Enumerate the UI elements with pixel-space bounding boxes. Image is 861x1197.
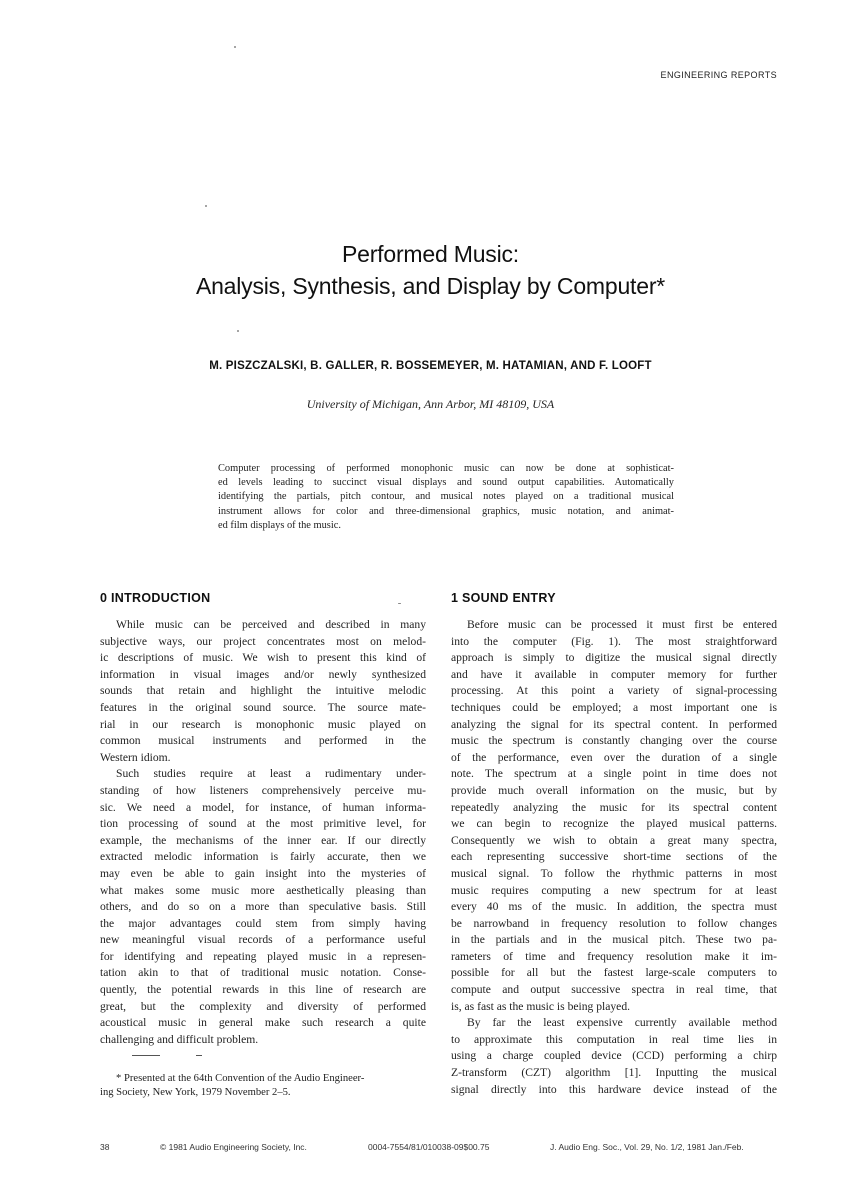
- body-line: features in the original sound source. The source mate-: [100, 700, 426, 714]
- body-line: and have it available in computer memory for further: [451, 667, 777, 681]
- scan-speck: [234, 46, 236, 48]
- section-body-sound-entry: [451, 617, 777, 1098]
- body-line: standing of how listeners comprehensively perceive mu-: [100, 783, 426, 797]
- body-line: tation akin to that of traditional music notation. Conse-: [100, 966, 426, 980]
- body-line: information in visual images and/or newly synthesized: [100, 667, 426, 681]
- paper-title: [0, 238, 861, 302]
- footnote-rule: [132, 1055, 160, 1056]
- body-line: common musical instruments and performed in the: [100, 734, 426, 748]
- affiliation: University of Michigan, Ann Arbor, MI 48109, USA: [306, 397, 555, 411]
- copyright-notice: © 1981 Audio Engineering Society, Inc.: [160, 1142, 307, 1152]
- section-heading-introduction: 0 INTRODUCTION: [100, 591, 211, 605]
- abstract-line: instrument allows for color and three-dimensional graphics, music notation, and animat-: [218, 505, 674, 517]
- body-line: each representing successive short-time sections of the: [451, 850, 777, 864]
- body-line: Consequently we wish to obtain a great many spectra,: [451, 833, 777, 847]
- body-line: others, and do so on a more than speculative basis. Still: [100, 900, 426, 914]
- body-line: rameters of time and frequency resolution make it im-: [451, 949, 777, 963]
- body-line: for identifying and repeating played music in a represen-: [100, 949, 426, 963]
- body-line: in the partials and in the musical pitch. These two pa-: [451, 933, 777, 947]
- body-line: musical signal. To follow the rhythmic patterns in most: [451, 866, 777, 880]
- body-line: example, the mechanisms of the inner ear. If our directly: [100, 833, 426, 847]
- body-line: Western idiom.: [100, 750, 171, 764]
- body-line: rial in our research is monophonic music played on: [100, 717, 426, 731]
- body-line: By far the least expensive currently available method: [467, 1016, 777, 1030]
- body-line: analyzing the signal for its spectral content. In performed: [451, 717, 777, 731]
- abstract-line: ed levels leading to succinct visual displays and sound output capabilities. Automatically: [218, 477, 674, 489]
- article-code: 0004-7554/81/010038-09$00.75: [368, 1142, 490, 1152]
- section-body-introduction: [100, 617, 426, 1048]
- body-line: While music can be perceived and described in many: [116, 618, 426, 631]
- section-heading-sound-entry: 1 SOUND ENTRY: [451, 591, 556, 605]
- footnote: [100, 1072, 426, 1101]
- body-line: using a charge coupled device (CCD) performing a chirp: [451, 1049, 777, 1063]
- body-line: possible for all but the fastest large-scale computers to: [451, 966, 777, 980]
- body-line: tion processing of sound at the most primitive level, for: [100, 817, 426, 831]
- body-line: what makes some music more aesthetically pleasing than: [100, 883, 426, 897]
- body-line: sounds that retain and highlight the intuitive melodic: [100, 684, 426, 698]
- abstract-line: ed film displays of the music.: [218, 519, 341, 531]
- body-line: sic. We need a model, for instance, of human informa-: [100, 800, 426, 814]
- page-number: 38: [100, 1142, 110, 1152]
- body-line: ic descriptions of music. We wish to present this kind of: [100, 651, 426, 665]
- footnote-line: ing Society, New York, 1979 November 2–5.: [100, 1087, 291, 1099]
- body-line: into the computer (Fig. 1). The most straightforward: [451, 634, 777, 648]
- body-line: Before music can be processed it must first be entered: [467, 618, 777, 631]
- title-line-2: Analysis, Synthesis, and Display by Computer*: [195, 273, 666, 299]
- body-line: compute and output successive spectra in real time, that: [451, 983, 777, 997]
- column-left: [100, 591, 426, 1048]
- body-line: note. The spectrum at a single point in time does not: [451, 767, 777, 781]
- abstract-line: identifying the partials, pitch contour, and musical notes played on a traditional musical: [218, 491, 674, 503]
- body-line: processing. At this point a variety of signal-processing: [451, 684, 777, 698]
- footnote-rule-dash: [196, 1055, 202, 1056]
- body-line: Z-transform (CZT) algorithm [1]. Inputting the musical: [451, 1066, 777, 1080]
- body-line: acoustical music in general make such research a quite: [100, 1016, 426, 1030]
- body-line: music the spectrum is constantly changing over the course: [451, 734, 777, 748]
- body-line: may even be able to gain insight into the mysteries of: [100, 866, 426, 880]
- body-line: of the performance, even over the duration of a single: [451, 750, 777, 764]
- scan-speck: [237, 330, 239, 332]
- body-line: be narrowband in frequency resolution to follow changes: [451, 916, 777, 930]
- body-line: repeatedly analyzing the music for its spectral content: [451, 800, 777, 814]
- body-line: to approximate this computation in real time lies in: [451, 1032, 777, 1046]
- journal-citation: J. Audio Eng. Soc., Vol. 29, No. 1/2, 1981 Jan./Feb.: [550, 1142, 744, 1152]
- body-line: challenging and difficult problem.: [100, 1032, 259, 1046]
- body-line: extracted melodic information is fairly accurate, then we: [100, 850, 426, 864]
- body-line: music requires computing a new spectrum for at least: [451, 883, 777, 897]
- body-line: quently, the potential rewards in this line of research are: [100, 983, 426, 997]
- body-line: subjective ways, our project concentrates most on melod-: [100, 634, 426, 648]
- abstract-line: Computer processing of performed monophonic music can now be done at sophisticat-: [218, 463, 674, 474]
- body-line: approach is simply to digitize the musical signal directly: [451, 651, 777, 665]
- body-line: provide much overall information on the music, but by: [451, 783, 777, 797]
- author-list: M. PISZCZALSKI, B. GALLER, R. BOSSEMEYER, M. HATAMIAN, AND F. LOOFT: [209, 360, 652, 372]
- body-line: signal directly into this hardware device instead of the: [451, 1082, 777, 1096]
- body-line: the major advantages could stem from simply having: [100, 916, 426, 930]
- scan-speck: [205, 205, 207, 207]
- running-head: ENGINEERING REPORTS: [660, 70, 777, 80]
- body-line: new meaningful visual records of a performance useful: [100, 933, 426, 947]
- scan-speck: [398, 603, 401, 604]
- column-right: [451, 591, 777, 1098]
- body-line: great, but the complexity and diversity of performed: [100, 999, 426, 1013]
- footnote-line: * Presented at the 64th Convention of the Audio Engineer-: [116, 1073, 365, 1084]
- body-line: we can begin to recognize the played musical patterns.: [451, 817, 777, 831]
- body-line: Such studies require at least a rudimentary under-: [116, 767, 426, 781]
- body-line: is, as fast as the music is being played.: [451, 999, 631, 1013]
- title-line-1: Performed Music:: [341, 241, 519, 267]
- abstract: [218, 462, 674, 533]
- body-line: techniques could be employed; a most important one is: [451, 700, 777, 714]
- body-line: every 40 ms of the music. In addition, the spectra must: [451, 900, 777, 914]
